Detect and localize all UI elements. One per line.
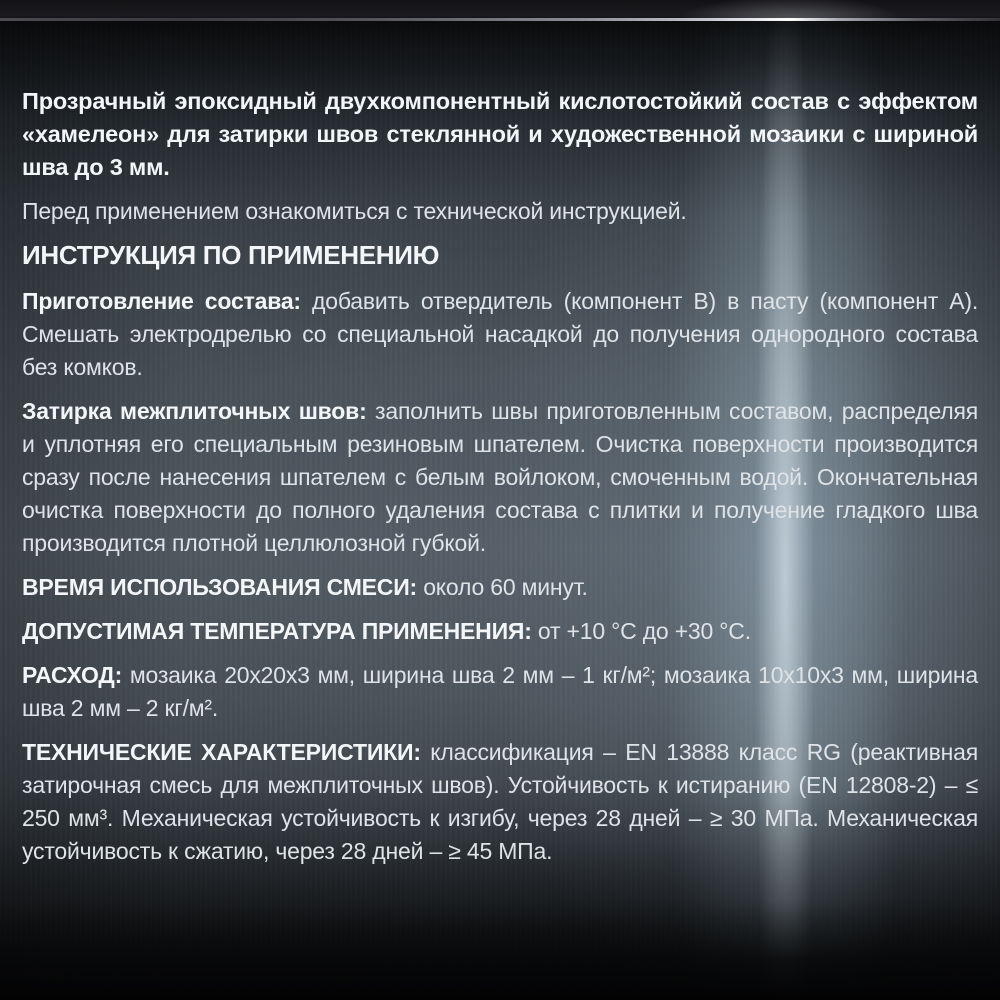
consumption-text: мозаика 20х20х3 мм, ширина шва 2 мм – 1 кг/м²; мозаика 10х10х3 мм, ширина шва 2 мм – 2 кг/м². bbox=[22, 662, 978, 721]
consumption-lead: РАСХОД: bbox=[22, 662, 130, 688]
specs-text: классификация – EN 13888 класс RG (реактивная затирочная смесь для межплиточных швов). Устойчивость к истиранию (EN 12808-2) – ≤ 250 мм³. Механическая устойчивость к изгибу, через 28 дней – ≥ 30 МПа. Механическая устойчивость к сжатию, через 28 дней – ≥ 45 МПа. bbox=[22, 739, 978, 864]
preparation-lead: Приготовление состава: bbox=[22, 288, 313, 314]
consumption-paragraph bbox=[22, 659, 978, 725]
grouting-paragraph bbox=[22, 395, 978, 560]
grouting-lead: Затирка межплиточных швов: bbox=[22, 398, 376, 424]
specs-paragraph bbox=[22, 736, 978, 868]
grouting-text: заполнить швы приготовленным составом, распределяя и уплотняя его специальным резиновым шпателем. Очистка поверхности производится сразу после нанесения шпателем с белым войлоком, смоченным водой. Окончательная очистка поверхности до полного удаления состава с плитки и получение гладкого шва производится плотной целлюлозной губкой. bbox=[22, 398, 978, 556]
pot-life-text: около 60 минут. bbox=[423, 574, 588, 600]
section-heading: ИНСТРУКЦИЯ ПО ПРИМЕНЕНИЮ bbox=[22, 240, 440, 270]
intro-paragraph: Прозрачный эпоксидный двухкомпонентный кислотостойкий состав с эффектом «хамелеон» для затирки швов стеклянной и художественной мозаики с шириной шва до 3 мм. bbox=[22, 88, 978, 180]
temperature-line bbox=[22, 615, 978, 648]
pot-life-line bbox=[22, 571, 978, 604]
specs-lead: ТЕХНИЧЕСКИЕ ХАРАКТЕРИСТИКИ: bbox=[22, 739, 431, 765]
preparation-paragraph bbox=[22, 285, 978, 384]
usage-note: Перед применением ознакомиться с технической инструкцией. bbox=[22, 198, 687, 224]
pot-life-lead: ВРЕМЯ ИСПОЛЬЗОВАНИЯ СМЕСИ: bbox=[22, 574, 424, 600]
temperature-lead: ДОПУСТИМАЯ ТЕМПЕРАТУРА ПРИМЕНЕНИЯ: bbox=[22, 618, 538, 644]
temperature-text: от +10 °C до +30 °C. bbox=[537, 618, 751, 644]
preparation-text: добавить отвердитель (компонент B) в пасту (компонент A). Смешать электродрелью со специальной насадкой до получения однородного состава без комков. bbox=[22, 288, 979, 380]
